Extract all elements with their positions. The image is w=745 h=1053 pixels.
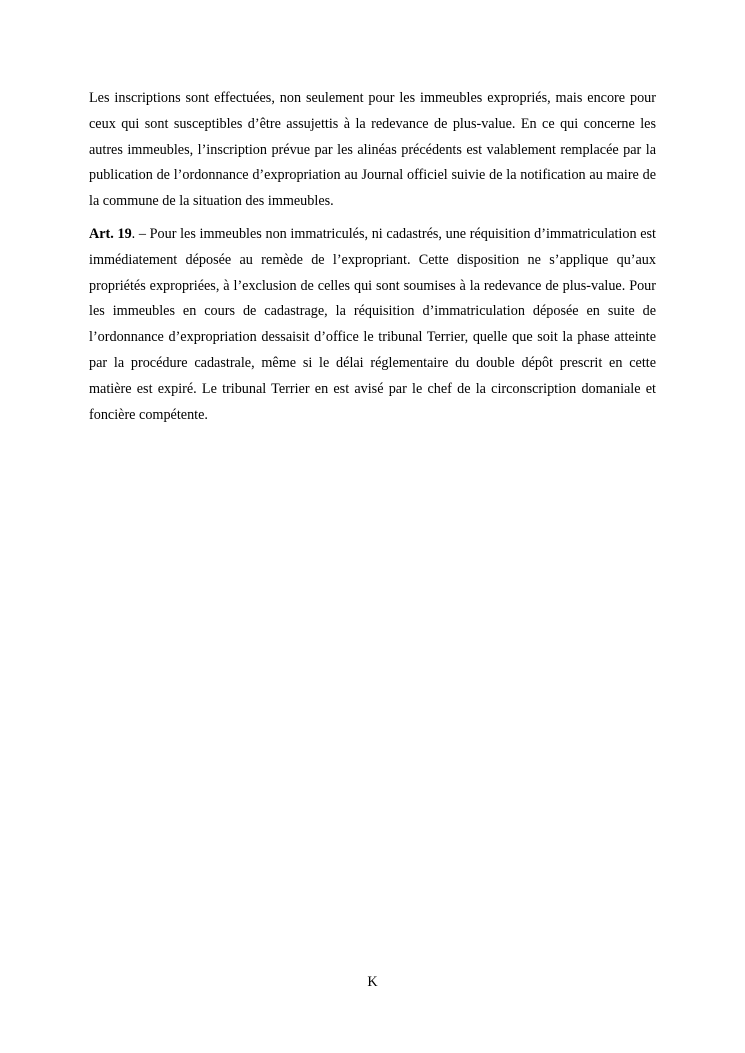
article-19-text: . – Pour les immeubles non immatriculés, ni cadastrés, une réquisition d’immatriculation est immédiatement déposée au remède de l’expropriant. Cette disposition ne s’applique qu’aux propriétés expropriées, à l’exclusion de celles qui sont soumises à la redevance de plus-value. Pour les immeubles en cours de cadastrage, la réquisition d’immatriculation déposée en suite de l’ordonnance d’expropriation dessaisit d’office le tribunal Terrier, quelle que soit la phase atteinte par la procédure cadastrale, même si le délai réglementaire du double dépôt prescrit en cette matière est expiré. Le tribunal Terrier en est avisé par le chef de la circonscription domaniale et foncière compétente. <box>89 225 656 423</box>
page-number: K <box>367 974 378 990</box>
page-body <box>89 86 656 428</box>
paragraph-article-19 <box>89 222 656 428</box>
article-19-label: Art. 19 <box>89 225 132 242</box>
paragraph-inscriptions: Les inscriptions sont effectuées, non seulement pour les immeubles expropriés, mais encore pour ceux qui sont susceptibles d’être assujettis à la redevance de plus-value. En ce qui concerne les autres immeubles, l’inscription prévue par les alinéas précédents est valablement remplacée par la publication de l’ordonnance d’expropriation au Journal officiel suivie de la notification au maire de la commune de la situation des immeubles. <box>89 90 656 210</box>
